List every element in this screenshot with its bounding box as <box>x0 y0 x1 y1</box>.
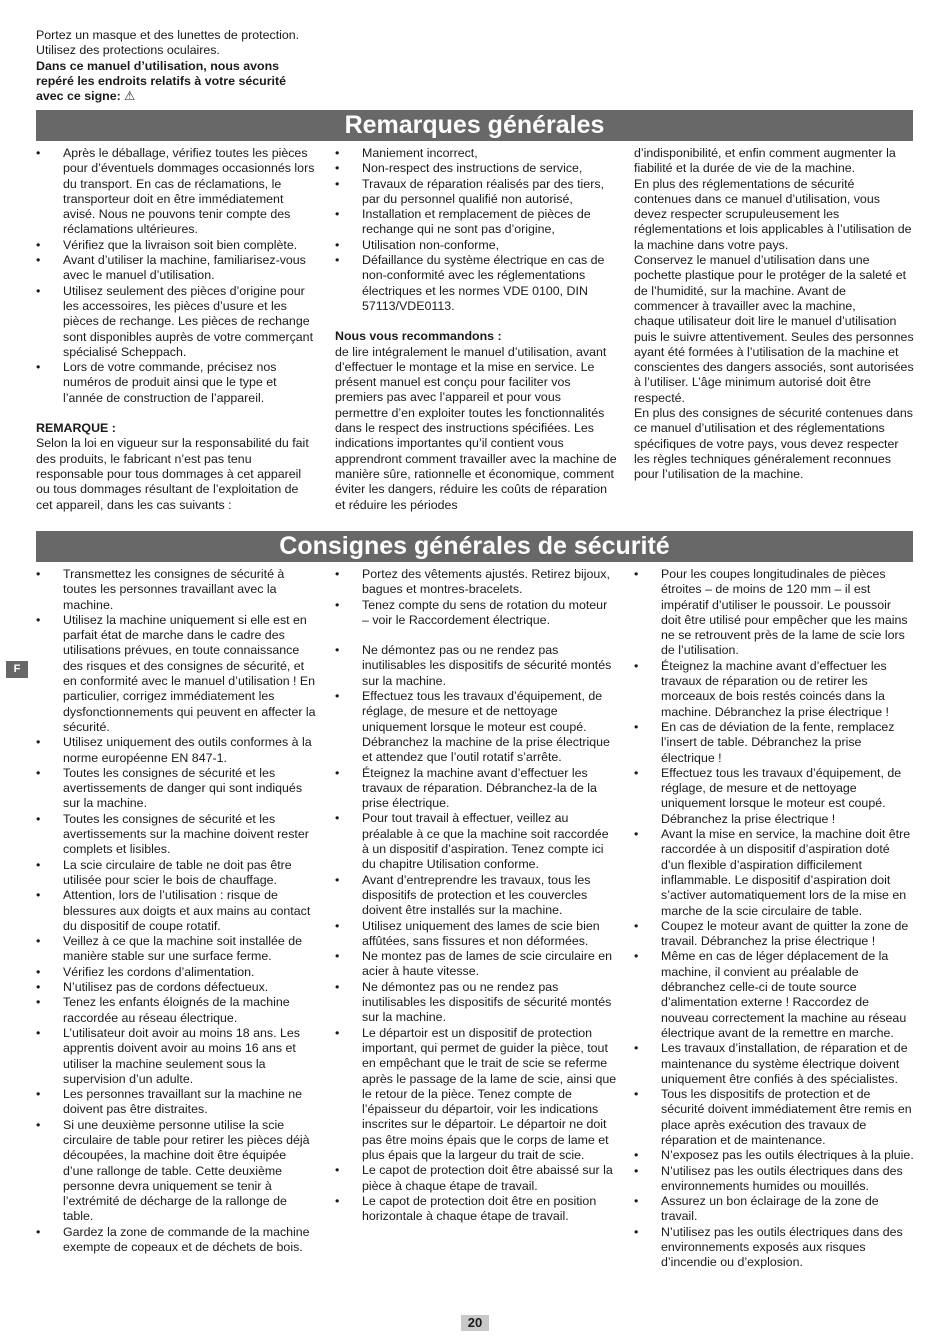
paragraph: Conservez le manuel d’utilisation dans une pochette plastique pour le protéger de la saleté et de l’humidité, sur la machine. Avant de commencer à travailler avec la machine, <box>634 253 907 313</box>
intro-line-1: Portez un masque et des lunettes de protection. <box>36 28 300 42</box>
paragraph: d’indisponibilité, et enfin comment augmenter la fiabilité et la durée de vie de la machine. <box>634 146 896 176</box>
list-item: • Utilisez uniquement des lames de scie bien affûtées, sans fissures et non déformées. <box>335 919 617 950</box>
list-item: • Utilisez uniquement des outils conformes à la norme européenne EN 847-1. <box>36 735 318 766</box>
safety-column-1 <box>36 567 318 1255</box>
list-item: • Assurez un bon éclairage de la zone de travail. <box>634 1194 914 1225</box>
language-tab: F <box>6 661 28 678</box>
list-item: • Vérifiez les cordons d’alimentation. <box>36 965 318 980</box>
intro-bold-line-1: Dans ce manuel d’utilisation, nous avons <box>36 58 280 73</box>
intro-line-2: Utilisez des protections oculaires. <box>36 43 220 58</box>
list-item: • N’exposez pas les outils électriques à la pluie. <box>634 1148 914 1163</box>
paragraph: conscientes des dangers associés, sont autorisées à l’utiliser. L’âge minimum autorisé doit être respecté. <box>634 360 914 405</box>
list-item: • Effectuez tous les travaux d’équipement, de réglage, de mesure et de nettoyage uniquement lorsque le moteur est coupé. Débranchez la prise électrique ! <box>634 766 914 827</box>
list-item: • Gardez la zone de commande de la machine exempte de copeaux et de déchets de bois. <box>36 1225 318 1256</box>
general-remarks-list-2 <box>335 146 617 314</box>
list-item: • Éteignez la machine avant d’effectuer les travaux de réparation ou de retirer les morceaux de bois restés coincés dans la machine. Débranchez la prise électrique ! <box>634 659 914 720</box>
list-item: • Avant d’utiliser la machine, familiarisez-vous avec le manuel d’utilisation. <box>36 253 318 284</box>
list-item: • Toutes les consignes de sécurité et les avertissements de danger qui sont indiqués sur la machine. <box>36 766 318 812</box>
general-remarks-column-3 <box>634 146 914 483</box>
section-title-safety: Consignes générales de sécurité <box>36 531 913 562</box>
list-item: • Maniement incorrect, <box>335 146 617 161</box>
recommend-text: de lire intégralement le manuel d’utilisation, avant d’effectuer le montage et la mise en service. Le présent manuel est conçu pour faciliter vos premiers pas avec l’appareil et pour vous permettre d’en exploiter toutes les fonctionnalités dans le respect des instructions spécifiées. Les indications importantes qu’il contient vous apprendront comment travailler avec la machine de manière sûre, rationnelle et économique, comment éviter les dangers, réduire les coûts de réparation et réduire les périodes <box>335 344 617 512</box>
safety-list-2b <box>335 643 617 1224</box>
safety-column-3 <box>634 567 914 1271</box>
list-item: • Lors de votre commande, précisez nos numéros de produit ainsi que le type et l’année de construction de l’appareil. <box>36 360 318 406</box>
list-item: • La scie circulaire de table ne doit pas être utilisée pour scier le bois de chauffage. <box>36 858 318 889</box>
list-item: • Même en cas de léger déplacement de la machine, il convient au préalable de débranchez celle-ci de toute source d’alimentation externe ! Raccordez de nouveau correctement la machine au réseau électrique avant de la remettre en marche. <box>634 949 914 1041</box>
paragraph: En plus des consignes de sécurité contenues dans ce manuel d’utilisation et des réglementations spécifiques de votre pays, vous devez respecter les règles techniques généralement reconnues pour l’utilisation de la machine. <box>634 406 913 482</box>
list-item: • Avant d’entreprendre les travaux, tous les dispositifs de protection et les couvercles doivent être installés sur la machine. <box>335 873 617 919</box>
list-item: • N’utilisez pas les outils électriques dans des environnements humides ou mouillés. <box>634 1164 914 1195</box>
remarque-heading: REMARQUE : <box>36 421 116 436</box>
list-item: • Effectuez tous les travaux d’équipement, de réglage, de mesure et de nettoyage uniquement lorsque le moteur est coupé. Débranchez la machine de la prise électrique et attendez que l’outil rotatif s’arrête. <box>335 689 617 765</box>
list-item: • N’utilisez pas de cordons défectueux. <box>36 980 318 995</box>
list-item: • L’utilisateur doit avoir au moins 18 ans. Les apprentis doivent avoir au moins 16 ans et utiliser la machine seulement sous la supervision d’un adulte. <box>36 1026 318 1087</box>
list-item: • Si une deuxième personne utilise la scie circulaire de table pour retirer les pièces déjà découpées, la machine doit être équipée d’une rallonge de table. Cette deuxième personne devra uniquement se tenir à l’extrémité de décharge de la rallonge de table. <box>36 1118 318 1225</box>
list-item: • Utilisez seulement des pièces d’origine pour les accessoires, les pièces d’usure et les pièces de rechange. Les pièces de rechange sont disponibles auprès de votre commerçant spécialisé Scheppach. <box>36 284 318 360</box>
list-item: • Pour les coupes longitudinales de pièces étroites – de moins de 120 mm – il est impératif d’utiliser le poussoir. Le poussoir doit être utilisé pour empêcher que les mains ne se retrouvent près de la lame de scie lors de l’utilisation. <box>634 567 914 659</box>
list-item: • Avant la mise en service, la machine doit être raccordée à un dispositif d’aspiration doté d’un flexible d’aspiration difficilement inflammable. Le dispositif d’aspiration doit s’activer automatiquement lors de la mise en marche de la scie circulaire de table. <box>634 827 914 919</box>
list-item: • Le capot de protection doit être en position horizontale à chaque étape de travail. <box>335 1194 617 1225</box>
list-item: • Le capot de protection doit être abaissé sur la pièce à chaque étape de travail. <box>335 1163 617 1194</box>
list-item: • Coupez le moteur avant de quitter la zone de travail. Débranchez la prise électrique ! <box>634 919 914 950</box>
list-item: • Éteignez la machine avant d’effectuer les travaux de réparation. Débranchez-la de la prise électrique. <box>335 766 617 812</box>
general-remarks-column-1 <box>36 146 318 513</box>
safety-list-1 <box>36 567 318 1255</box>
list-item: • Tenez compte du sens de rotation du moteur – voir le Raccordement électrique. <box>335 598 617 629</box>
recommend-heading: Nous vous recommandons : <box>335 329 502 344</box>
general-remarks-column-2 <box>335 146 617 513</box>
list-item: • Veillez à ce que la machine soit installée de manière stable sur une surface ferme. <box>36 934 318 965</box>
general-remarks-list-1 <box>36 146 318 406</box>
list-item: • Attention, lors de l’utilisation : risque de blessures aux doigts et aux mains au contact du dispositif de coupe rotatif. <box>36 888 318 934</box>
list-item: • Défaillance du système électrique en cas de non-conformité avec les réglementations électriques et les normes VDE 0100, DIN 57113/VDE0113. <box>335 253 617 314</box>
list-item: • Vérifiez que la livraison soit bien complète. <box>36 238 318 253</box>
list-item: • Toutes les consignes de sécurité et les avertissements sur la machine doivent rester complets et lisibles. <box>36 812 318 858</box>
list-item: • Tenez les enfants éloignés de la machine raccordée au réseau électrique. <box>36 995 318 1026</box>
list-item: • Installation et remplacement de pièces de rechange qui ne sont pas d’origine, <box>335 207 617 238</box>
page-number: 20 <box>461 1315 489 1331</box>
list-item: • En cas de déviation de la fente, remplacez l’insert de table. Débranchez la prise électrique ! <box>634 720 914 766</box>
intro-bold-line-2: repéré les endroits relatifs à votre sécurité <box>36 73 286 88</box>
list-item: • Pour tout travail à effectuer, veillez au préalable à ce que la machine soit raccordée à un dispositif d’aspiration. Tenez compte ici du chapitre Utilisation conforme. <box>335 811 617 872</box>
list-item: • Après le déballage, vérifiez toutes les pièces pour d’éventuels dommages occasionnés lors du transport. En cas de réclamations, le transporteur doit en être immédiatement avisé. Nous ne pouvons tenir compte des réclamations ultérieures. <box>36 146 318 238</box>
list-item: • Les travaux d’installation, de réparation et de maintenance du système électrique doivent uniquement être confiés à des spécialistes. <box>634 1041 914 1087</box>
safety-list-3 <box>634 567 914 1271</box>
list-item: • Le départoir est un dispositif de protection important, qui permet de guider la pièce, tout en empêchant que le trait de scie se referme après le passage de la lame de scie, ainsi que le retour de la pièce. Tenez compte de l’épaisseur du départoir, voir les indications inscrites sur le départoir. Le départoir ne doit pas être moins épais que le corps de lame et plus épais que la largeur du trait de scie. <box>335 1026 617 1164</box>
list-item: • Tous les dispositifs de protection et de sécurité doivent immédiatement être remis en place après exécution des travaux de réparation et de maintenance. <box>634 1087 914 1148</box>
list-item: • Ne montez pas de lames de scie circulaire en acier à haute vitesse. <box>335 949 617 980</box>
remarque-text: Selon la loi en vigueur sur la responsabilité du fait des produits, le fabricant n’est pas tenu responsable pour tous dommages à cet appareil ou tous dommages résultant de l’exploitation de cet appareil, dans les cas suivants : <box>36 436 309 512</box>
list-item: • Travaux de réparation réalisés par des tiers, par du personnel qualifié non autorisé, <box>335 177 617 208</box>
list-item: • Les personnes travaillant sur la machine ne doivent pas être distraites. <box>36 1087 318 1118</box>
list-item: • Portez des vêtements ajustés. Retirez bijoux, bagues et montres-bracelets. <box>335 567 617 598</box>
paragraph: En plus des réglementations de sécurité contenues dans ce manuel d’utilisation, vous devez respecter scrupuleusement les réglementations et lois applicables à l’utilisation de la machine dans votre pays. <box>634 176 912 252</box>
list-item: • Transmettez les consignes de sécurité à toutes les personnes travaillant avec la machine. <box>36 567 318 613</box>
section-title-general-remarks: Remarques générales <box>36 110 913 141</box>
list-item: • Non-respect des instructions de service, <box>335 161 617 176</box>
intro-block <box>36 28 336 104</box>
paragraph: chaque utilisateur doit lire le manuel d’utilisation puis le suivre attentivement. Seules des personnes ayant été formées à l’utilisation de la machine et <box>634 314 914 359</box>
list-item: • N’utilisez pas les outils électriques dans des environnements exposés aux risques d’incendie ou d’explosion. <box>634 1225 914 1271</box>
list-item: • Ne démontez pas ou ne rendez pas inutilisables les dispositifs de sécurité montés sur la machine. <box>335 643 617 689</box>
intro-bold-line-3: avec ce signe: ⚠ <box>36 89 136 104</box>
safety-list-2a <box>335 567 617 628</box>
safety-column-2 <box>335 567 617 1224</box>
list-item: • Ne démontez pas ou ne rendez pas inutilisables les dispositifs de sécurité montés sur la machine. <box>335 980 617 1026</box>
list-item: • Utilisation non-conforme, <box>335 238 617 253</box>
list-item: • Utilisez la machine uniquement si elle est en parfait état de marche dans le cadre des utilisations prévues, en toute connaissance des risques et des consignes de sécurité, et en conformité avec le manuel d’utilisation ! En particulier, corrigez immédiatement les dysfonctionnements qui peuvent en affecter la sécurité. <box>36 613 318 735</box>
